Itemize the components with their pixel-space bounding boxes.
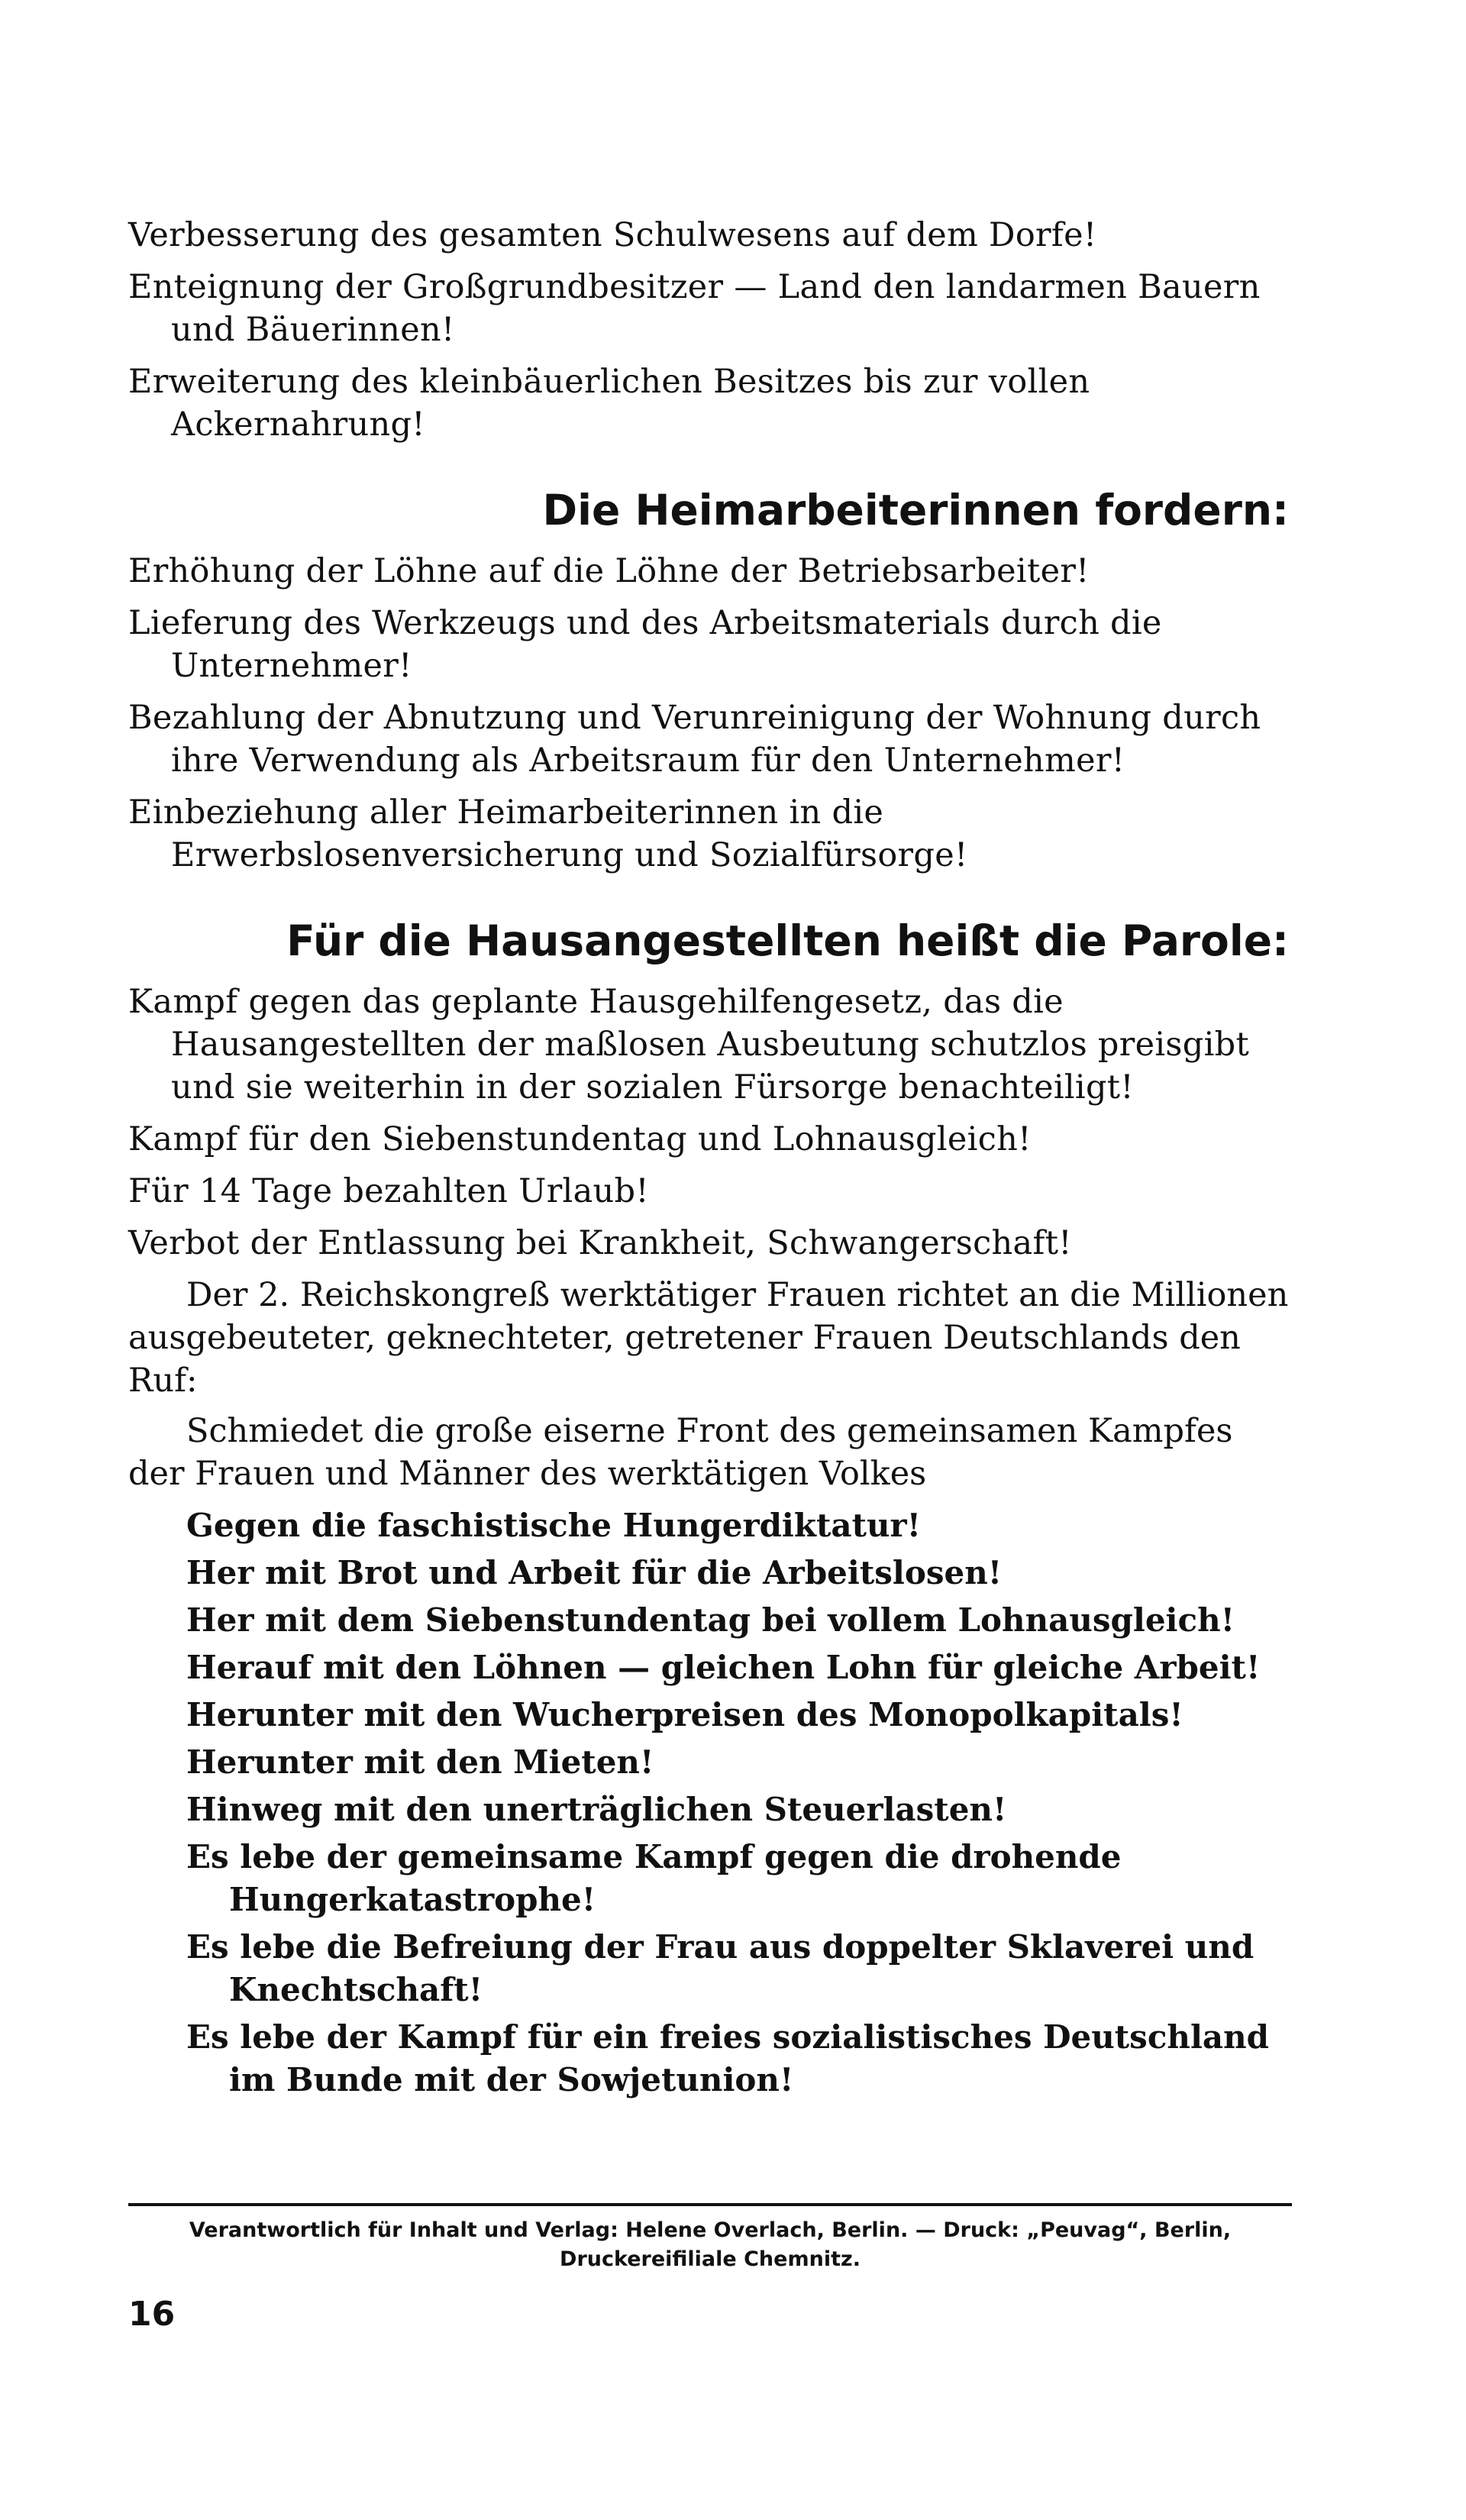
domestic-workers-demand-item: Kampf gegen das geplante Hausgehilfengesetz, das die Hausangestellten der maßlosen Ausbeutung schutzlos preisgibt und sie weiterhin in der sozialen Fürsorge benachteiligt! [128,983,1250,1107]
slogan-item: Herunter mit den Wucherpreisen des Monopolkapitals! [186,1696,1183,1733]
slogan-item: Gegen die faschistische Hungerdiktatur! [186,1507,922,1544]
domestic-workers-demands-list [128,981,1289,1265]
home-workers-demands-list [128,550,1289,877]
footer-divider [128,2203,1292,2206]
farm-demand-item: Enteignung der Großgrundbesitzer — Land den landarmen Bauern und Bäuerinnen! [128,268,1261,349]
slogans-list [186,1504,1289,2102]
farm-demand-item: Verbesserung des gesamten Schulwesens auf dem Dorfe! [128,216,1097,254]
home-workers-demand-item: Erhöhung der Löhne auf die Löhne der Betriebsarbeiter! [128,552,1090,590]
document-page [128,214,1289,2106]
home-workers-demand-item: Einbeziehung aller Heimarbeiterinnen in die Erwerbslosenversicherung und Sozialfürsorge! [128,793,968,874]
slogan-item: Hinweg mit den unerträglichen Steuerlasten! [186,1791,1007,1828]
imprint-line: Verantwortlich für Inhalt und Verlag: Helene Overlach, Berlin. — Druck: „Peuvag“, Berlin, [189,2218,1232,2242]
slogan-item: Herunter mit den Mieten! [186,1743,654,1781]
home-workers-heading: Die Heimarbeiterinnen fordern: [542,486,1289,535]
slogan-item: Es lebe der Kampf für ein freies sozialistisches Deutschland im Bunde mit der Sowjetunion! [186,2018,1270,2098]
united-front-paragraph: Schmiedet die große eiserne Front des gemeinsamen Kampfes der Frauen und Männer des werktätigen Volkes [128,1412,1233,1493]
congress-call-paragraph: Der 2. Reichskongreß werktätiger Frauen richtet an die Millionen ausgebeuteter, geknechteter, getretener Frauen Deutschlands den Ruf: [128,1276,1289,1400]
home-workers-demand-item: Bezahlung der Abnutzung und Verunreinigung der Wohnung durch ihre Verwendung als Arbeitsraum für den Unternehmer! [128,699,1261,780]
slogan-item: Her mit Brot und Arbeit für die Arbeitslosen! [186,1554,1003,1591]
home-workers-demand-item: Lieferung des Werkzeugs und des Arbeitsmaterials durch die Unternehmer! [128,604,1162,685]
farm-demand-item: Erweiterung des kleinbäuerlichen Besitzes bis zur vollen Ackernahrung! [128,363,1090,444]
domestic-workers-heading: Für die Hausangestellten heißt die Parole: [286,916,1289,965]
slogan-item: Es lebe die Befreiung der Frau aus doppelter Sklaverei und Knechtschaft! [186,1928,1254,2008]
slogan-item: Herauf mit den Löhnen — gleichen Lohn für gleiche Arbeit! [186,1649,1261,1686]
imprint-line: Druckereifiliale Chemnitz. [560,2247,861,2271]
domestic-workers-demand-item: Verbot der Entlassung bei Krankheit, Schwangerschaft! [128,1224,1072,1262]
domestic-workers-demand-item: Für 14 Tage bezahlten Urlaub! [128,1172,649,1210]
page-number: 16 [128,2295,176,2334]
farm-demands-list [128,214,1289,446]
slogan-item: Es lebe der gemeinsame Kampf gegen die drohende Hungerkatastrophe! [186,1838,1122,1918]
publisher-imprint [128,2216,1292,2274]
domestic-workers-demand-item: Kampf für den Siebenstundentag und Lohnausgleich! [128,1120,1032,1158]
slogan-item: Her mit dem Siebenstundentag bei vollem Lohnausgleich! [186,1601,1235,1639]
